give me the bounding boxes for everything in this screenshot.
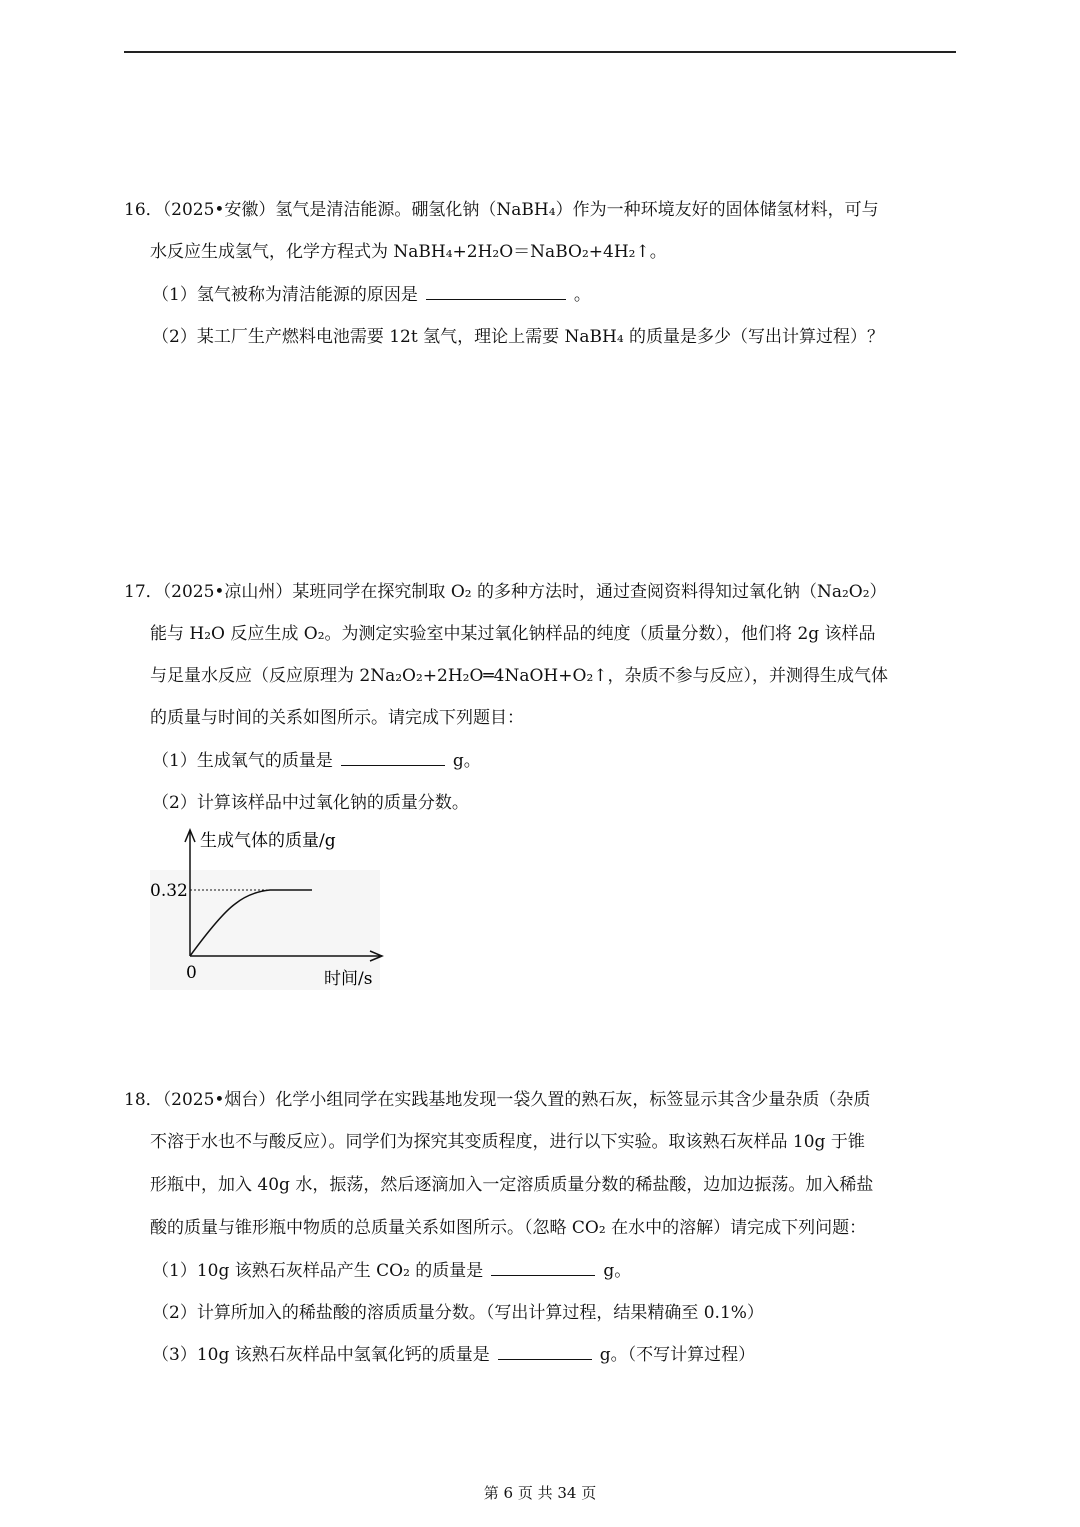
q18-sub3-text: （3）10g 该熟石灰样品中氢氧化钙的质量是	[152, 1345, 490, 1365]
y-value-label: 0.32	[150, 881, 188, 901]
q18-answer-blank-3[interactable]	[498, 1345, 592, 1360]
q16-line-1: 16．（2025•安徽）氢气是清洁能源。硼氢化钠（NaBH₄）作为一种环境友好的固体储氢材料，可与	[124, 200, 879, 220]
q18-line-2: 不溶于水也不与酸反应）。同学们为探究其变质程度，进行以下实验。取该熟石灰样品 10g 于锥	[150, 1132, 865, 1152]
q16-sub1-text: （1）氢气被称为清洁能源的原因是	[152, 285, 418, 305]
q17-line-1: 17．（2025•凉山州）某班同学在探究制取 O₂ 的多种方法时，通过查阅资料得知过氧化钠（Na₂O₂）	[124, 582, 887, 602]
q17-sub1-end: g。	[452, 751, 481, 771]
q17-sub1	[152, 750, 481, 772]
origin-label: 0	[186, 963, 197, 983]
q18-sub3	[152, 1344, 755, 1366]
q18-answer-blank-1[interactable]	[491, 1261, 595, 1276]
q18-line-3: 形瓶中，加入 40g 水，振荡，然后逐滴加入一定溶质质量分数的稀盐酸，边加边振荡。加入稀盐	[150, 1175, 874, 1195]
q16-answer-blank[interactable]	[426, 285, 566, 300]
x-axis-label: 时间/s	[324, 969, 373, 989]
q18-line-4: 酸的质量与锥形瓶中物质的总质量关系如图所示。（忽略 CO₂ 在水中的溶解）请完成下列问题：	[150, 1218, 867, 1238]
q18-sub1	[152, 1260, 631, 1282]
q16-sub1	[152, 284, 591, 306]
y-axis-label: 生成气体的质量/g	[200, 831, 336, 851]
q17-line-3: 与足量水反应（反应原理为 2Na₂O₂+2H₂O═4NaOH+O₂↑，杂质不参与反应），并测得生成气体	[150, 666, 888, 686]
q18-sub3-end: g。（不写计算过程）	[599, 1345, 756, 1365]
q18-sub1-end: g。	[603, 1261, 632, 1281]
gas-mass-time-graph	[140, 820, 400, 1000]
q17-answer-blank[interactable]	[341, 751, 445, 766]
page-number-footer: 第 6 页 共 34 页	[483, 1484, 597, 1502]
q18-sub2: （2）计算所加入的稀盐酸的溶质质量分数。（写出计算过程，结果精确至 0.1%）	[152, 1303, 764, 1323]
q18-line-1: 18．（2025•烟台）化学小组同学在实践基地发现一袋久置的熟石灰，标签显示其含少量杂质（杂质	[124, 1090, 871, 1110]
q17-sub2: （2）计算该样品中过氧化钠的质量分数。	[152, 793, 469, 813]
q18-sub1-text: （1）10g 该熟石灰样品产生 CO₂ 的质量是	[152, 1261, 484, 1281]
q17-line-2: 能与 H₂O 反应生成 O₂。为测定实验室中某过氧化钠样品的纯度（质量分数），他们将 2g 该样品	[150, 624, 876, 644]
header-rule	[124, 51, 956, 53]
q16-sub2: （2）某工厂生产燃料电池需要 12t 氢气，理论上需要 NaBH₄ 的质量是多少（写出计算过程）？	[152, 327, 885, 347]
q17-line-4: 的质量与时间的关系如图所示。请完成下列题目：	[150, 708, 524, 728]
q16-sub1-end: 。	[573, 285, 591, 305]
q16-line-2: 水反应生成氢气，化学方程式为 NaBH₄+2H₂O＝NaBO₂+4H₂↑。	[150, 242, 667, 262]
q17-sub1-text: （1）生成氧气的质量是	[152, 751, 333, 771]
